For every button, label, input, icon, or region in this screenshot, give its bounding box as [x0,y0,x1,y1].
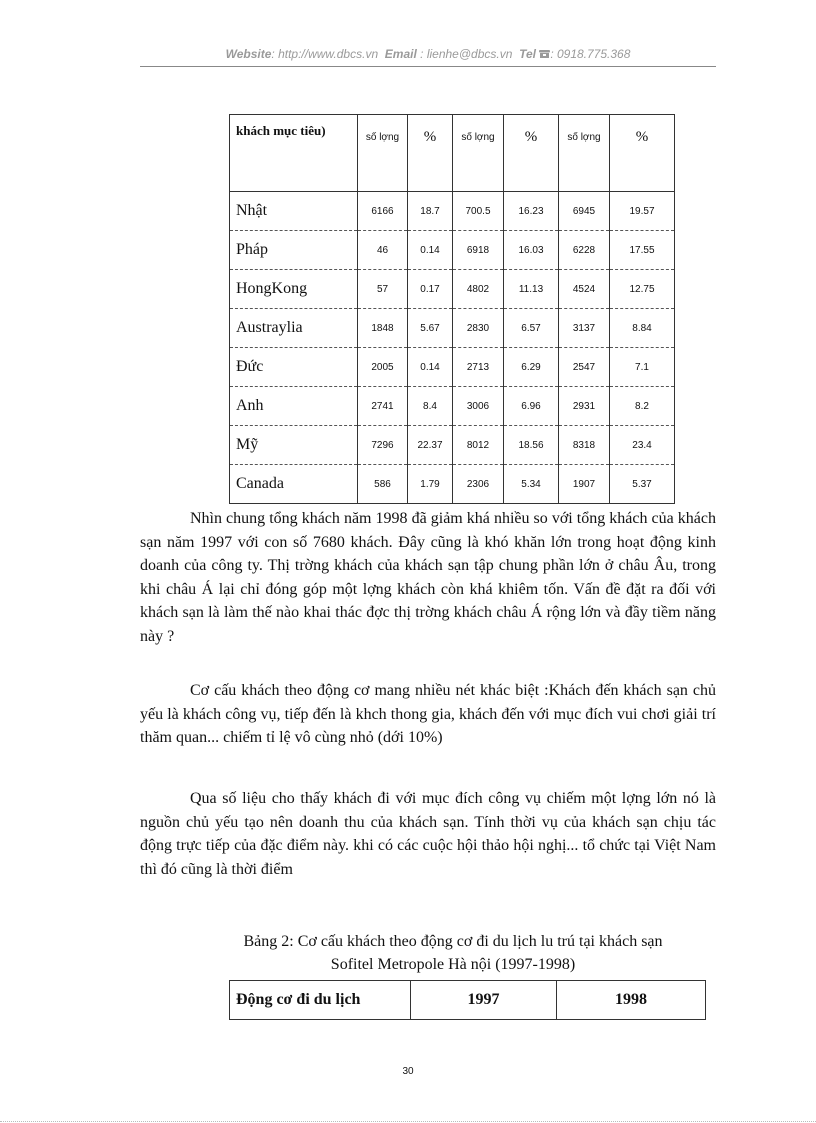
percent-cell: 16.23 [504,192,559,231]
percent-cell: 5.34 [504,465,559,504]
count-cell: 6166 [358,192,408,231]
page-header [140,47,716,61]
percent-cell: 5.67 [408,309,453,348]
count-cell: 4802 [453,270,504,309]
country-cell: Nhật [230,192,358,231]
percent-cell: 0.17 [408,270,453,309]
table-caption [190,930,716,976]
country-cell: Đức [230,348,358,387]
page-number: 30 [402,1066,414,1077]
count-cell: 2741 [358,387,408,426]
percent-cell: 0.14 [408,348,453,387]
phone-icon [539,49,550,59]
count-cell: 57 [358,270,408,309]
count-cell: 3137 [559,309,610,348]
tel-value: : 0918.775.368 [550,47,631,61]
travel-motive-table [229,980,706,1020]
page-bottom-divider [0,1121,816,1122]
percent-cell: 5.37 [610,465,675,504]
country-cell: Anh [230,387,358,426]
header-year-1998: 1998 [557,981,706,1020]
table-row [230,387,675,426]
count-cell: 46 [358,231,408,270]
table-row [230,270,675,309]
count-cell: 8012 [453,426,504,465]
customer-market-table [229,114,675,504]
percent-cell: 0.14 [408,231,453,270]
percent-cell: 11.13 [504,270,559,309]
header-count: số lợng [453,115,504,192]
count-cell: 700.5 [453,192,504,231]
country-cell: Canada [230,465,358,504]
percent-cell: 8.4 [408,387,453,426]
header-percent: % [504,115,559,192]
country-cell: Mỹ [230,426,358,465]
percent-cell: 18.7 [408,192,453,231]
count-cell: 2005 [358,348,408,387]
percent-cell: 12.75 [610,270,675,309]
count-cell: 1907 [559,465,610,504]
website-label: Website [225,47,272,61]
percent-cell: 19.57 [610,192,675,231]
count-cell: 8318 [559,426,610,465]
country-cell: Pháp [230,231,358,270]
header-year-1997: 1997 [411,981,557,1020]
table-row [230,426,675,465]
table-row [230,192,675,231]
count-cell: 6918 [453,231,504,270]
percent-cell: 22.37 [408,426,453,465]
header-divider [140,66,716,67]
percent-cell: 6.96 [504,387,559,426]
count-cell: 2306 [453,465,504,504]
header-count: số lợng [559,115,610,192]
header-target-customers: khách mục tiêu) [230,115,358,192]
percent-cell: 8.84 [610,309,675,348]
count-cell: 2547 [559,348,610,387]
percent-cell: 17.55 [610,231,675,270]
table-row [230,348,675,387]
count-cell: 3006 [453,387,504,426]
count-cell: 4524 [559,270,610,309]
header-count: số lợng [358,115,408,192]
body-paragraph: Qua số liệu cho thấy khách đi với mục đích công vụ chiếm một lợng lớn nó là nguồn chủ yếu tạo nên doanh thu của khách sạn. Tính thời vụ của khách sạn chịu tác động trực tiếp của đặc điểm này. khi có các cuộc hội thảo hội nghị... tổ chức tại Việt Nam thì đó cũng là thời điểm [140,790,716,878]
percent-cell: 16.03 [504,231,559,270]
percent-cell: 23.4 [610,426,675,465]
percent-cell: 1.79 [408,465,453,504]
count-cell: 7296 [358,426,408,465]
header-percent: % [408,115,453,192]
percent-cell: 7.1 [610,348,675,387]
header-percent: % [610,115,675,192]
count-cell: 6945 [559,192,610,231]
country-cell: HongKong [230,270,358,309]
table-row [230,309,675,348]
percent-cell: 18.56 [504,426,559,465]
website-value: : http://www.dbcs.vn [271,47,379,61]
count-cell: 1848 [358,309,408,348]
caption-line-1: Bảng 2: Cơ cấu khách theo động cơ đi du lịch lu trú tại khách sạn [243,933,663,950]
table-header-row [230,115,675,192]
count-cell: 6228 [559,231,610,270]
header-travel-motive: Động cơ đi du lịch [230,981,411,1020]
table-header-row [230,981,706,1020]
table-row [230,231,675,270]
count-cell: 586 [358,465,408,504]
body-paragraph: Nhìn chung tổng khách năm 1998 đã giảm khá nhiều so với tổng khách của khách sạn năm 1997 với con số 7680 khách. Đây cũng là khó khăn lớn trong hoạt động kinh doanh của công ty. Thị trờng khách của khách sạn tập chung phần lớn ở châu Âu, trong khi châu Á lại chỉ đóng góp một lợng khách còn khá khiêm tốn. Vấn đề đặt ra đối với khách sạn là làm thế nào khai thác đợc thị trờng khách châu Á rộng lớn và đầy tiềm năng này ? [140,510,716,645]
caption-line-2: Sofitel Metropole Hà nội (1997-1998) [330,956,576,973]
country-cell: Austraylia [230,309,358,348]
email-label: Email [384,47,417,61]
count-cell: 2830 [453,309,504,348]
percent-cell: 6.57 [504,309,559,348]
count-cell: 2931 [559,387,610,426]
percent-cell: 8.2 [610,387,675,426]
count-cell: 2713 [453,348,504,387]
email-value: : lienhe@dbcs.vn [420,47,513,61]
body-paragraph: Cơ cấu khách theo động cơ mang nhiều nét khác biệt :Khách đến khách sạn chủ yếu là khách công vụ, tiếp đến là khch thong gia, khách đến với mục đích vui chơi giải trí thăm quan... chiếm tỉ lệ vô cùng nhỏ (dới 10%) [140,682,716,746]
tel-label: Tel [519,47,536,61]
percent-cell: 6.29 [504,348,559,387]
table-row [230,465,675,504]
